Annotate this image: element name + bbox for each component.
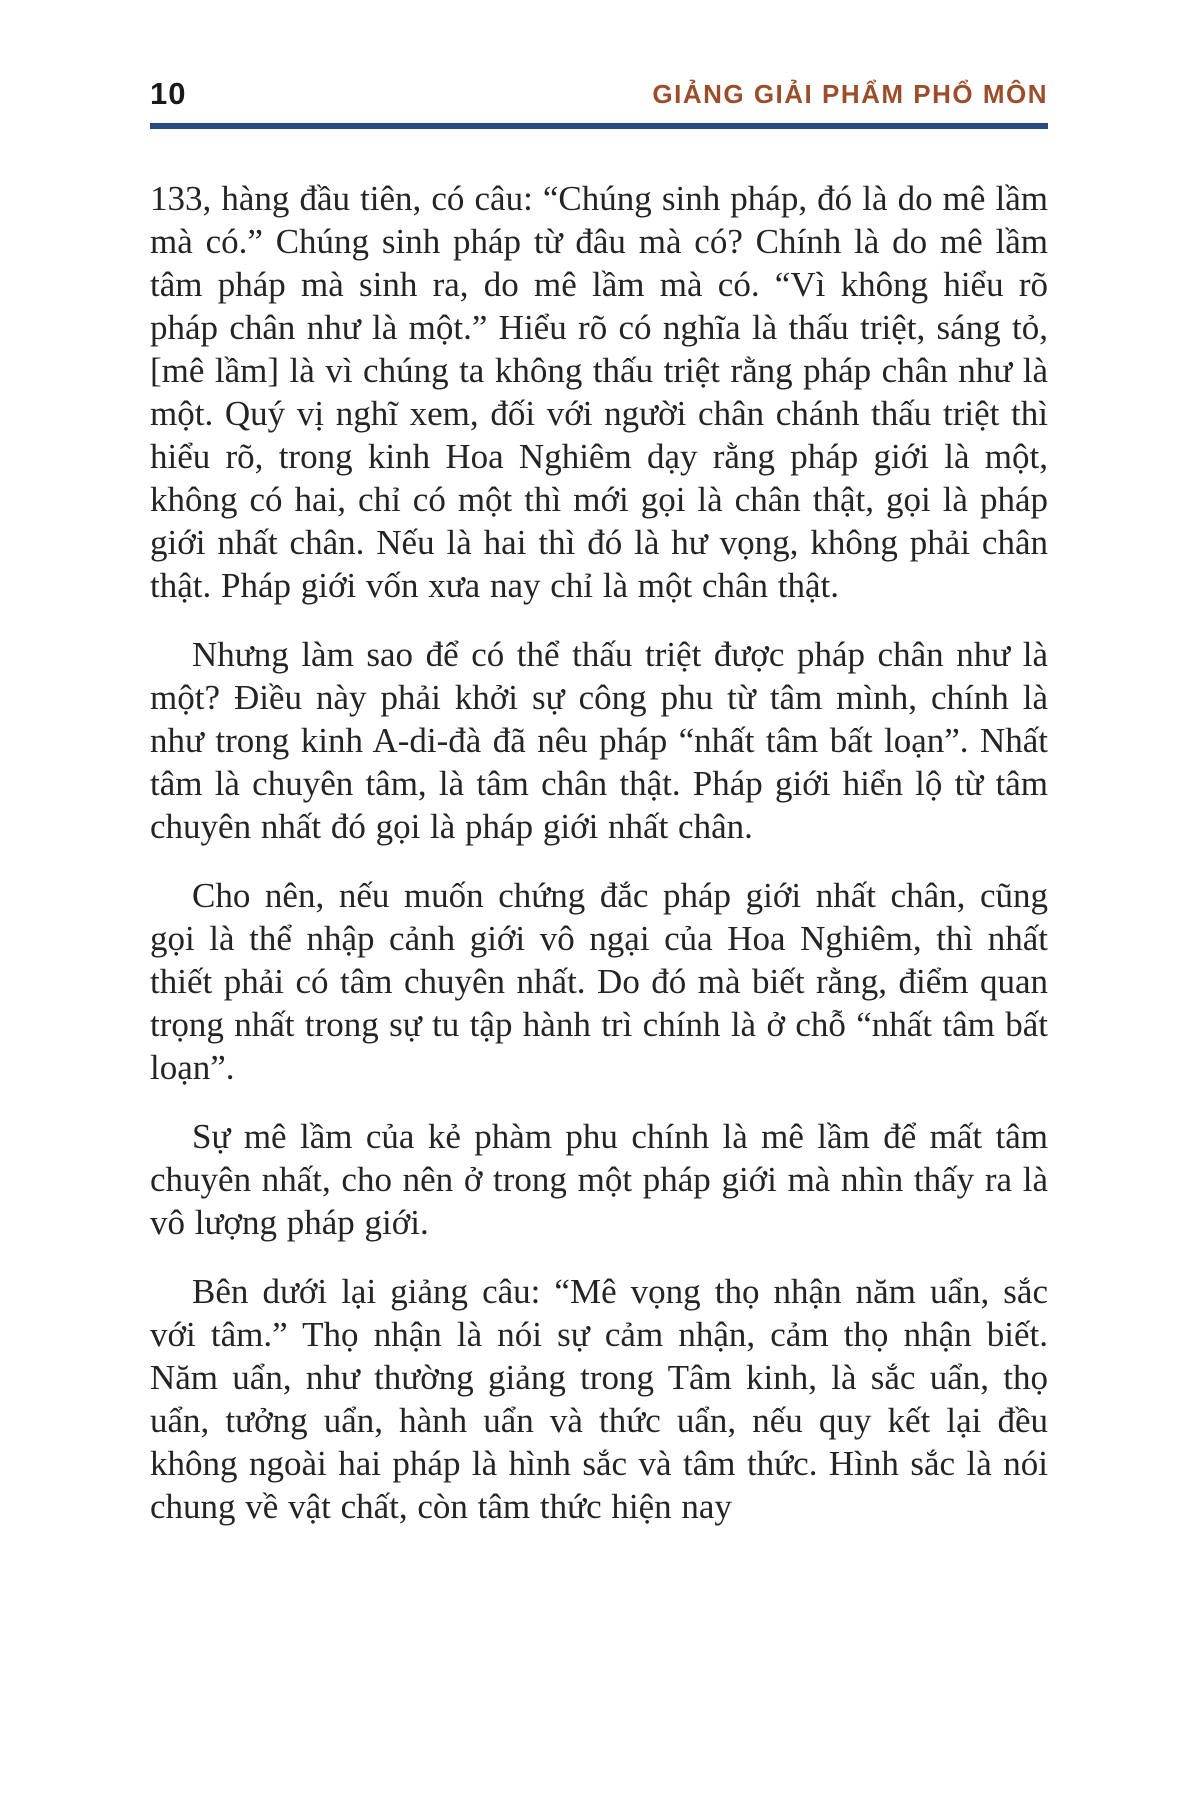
paragraph: Bên dưới lại giảng câu: “Mê vọng thọ nhận năm uẩn, sắc với tâm.” Thọ nhận là nói sự cảm nhận, cảm thọ nhận biết. Năm uẩn, như thường giảng trong Tâm kinh, là sắc uẩn, thọ uẩn, tưởng uẩn, hành uẩn và thức uẩn, nếu quy kết lại đều không ngoài hai pháp là hình sắc và tâm thức. Hình sắc là nói chung về vật chất, còn tâm thức hiện nay xyxy=(150,1272,1048,1526)
paragraph: Sự mê lầm của kẻ phàm phu chính là mê lầm để mất tâm chuyên nhất, cho nên ở trong một pháp giới mà nhìn thấy ra là vô lượng pháp giới. xyxy=(150,1117,1048,1242)
paragraph: 133, hàng đầu tiên, có câu: “Chúng sinh pháp, đó là do mê lầm mà có.” Chúng sinh pháp từ đâu mà có? Chính là do mê lầm tâm pháp mà sinh ra, do mê lầm mà có. “Vì không hiểu rõ pháp chân như là một.” Hiểu rõ có nghĩa là thấu triệt, sáng tỏ, [mê lầm] là vì chúng ta không thấu triệt rằng pháp chân như là một. Quý vị nghĩ xem, đối với người chân chánh thấu triệt thì hiểu rõ, trong kinh Hoa Nghiêm dạy rằng pháp giới là một, không có hai, chỉ có một thì mới gọi là chân thật, gọi là pháp giới nhất chân. Nếu là hai thì đó là hư vọng, không phải chân thật. Pháp giới vốn xưa nay chỉ là một chân thật. xyxy=(150,179,1048,605)
page-number: 10 xyxy=(150,76,187,111)
header-rule-divider xyxy=(150,123,1048,129)
paragraph: Nhưng làm sao để có thể thấu triệt được pháp chân như là một? Điều này phải khởi sự công phu từ tâm mình, chính là như trong kinh A-di-đà đã nêu pháp “nhất tâm bất loạn”. Nhất tâm là chuyên tâm, là tâm chân thật. Pháp giới hiển lộ từ tâm chuyên nhất đó gọi là pháp giới nhất chân. xyxy=(150,635,1048,846)
paragraph: Cho nên, nếu muốn chứng đắc pháp giới nhất chân, cũng gọi là thể nhập cảnh giới vô ngại của Hoa Nghiêm, thì nhất thiết phải có tâm chuyên nhất. Do đó mà biết rằng, điểm quan trọng nhất trong sự tu tập hành trì chính là ở chỗ “nhất tâm bất loạn”. xyxy=(150,876,1048,1087)
page-header xyxy=(150,78,1048,109)
text-block xyxy=(150,177,1048,1528)
running-head: GIẢNG GIẢI PHẨM PHỔ MÔN xyxy=(652,79,1048,109)
